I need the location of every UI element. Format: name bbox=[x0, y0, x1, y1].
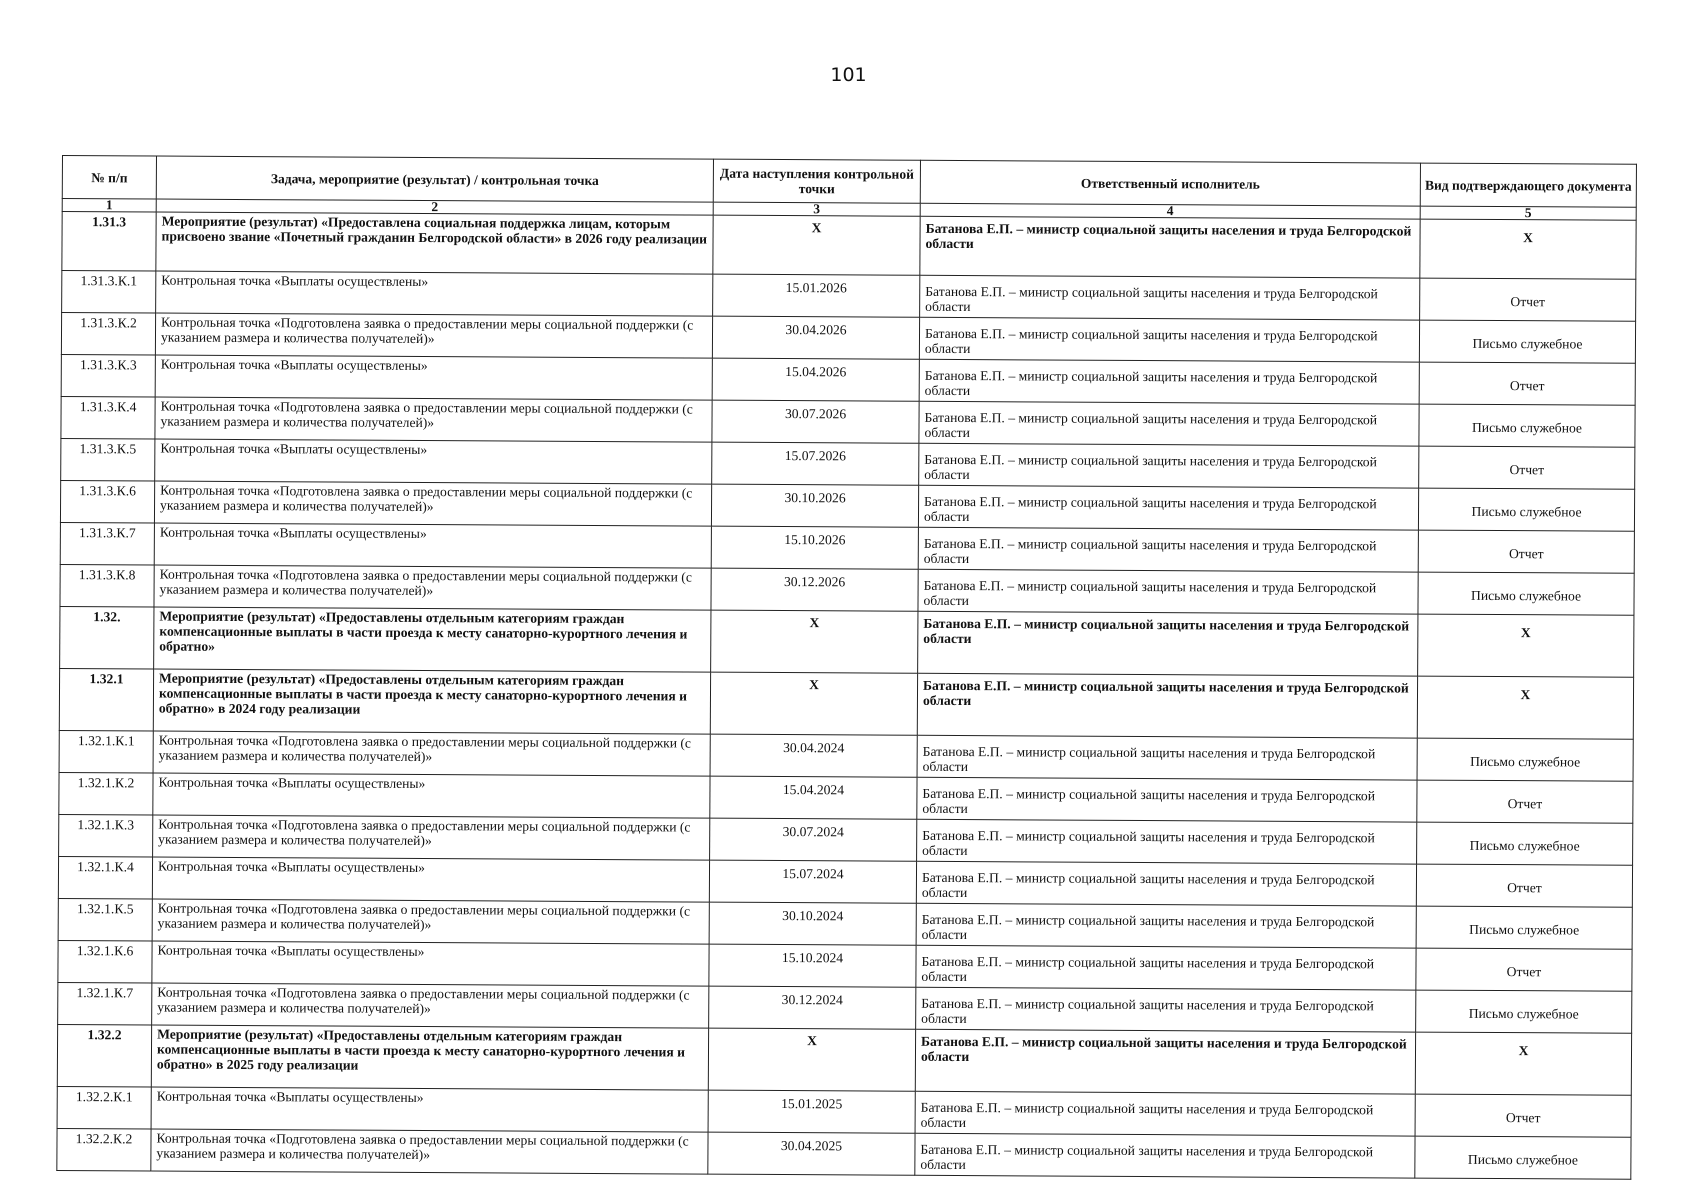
row-executor: Батанова Е.П. – министр социальной защиты населения и труда Белгородской области bbox=[915, 1133, 1415, 1178]
row-task: Мероприятие (результат) «Предоставлены отдельным категориям граждан компенсационные выплаты в части проезда к месту санаторно-курортного лечения и обратно» в 2024 году реализации bbox=[153, 669, 710, 734]
row-date: X bbox=[713, 215, 920, 275]
row-number: 1.31.3.К.4 bbox=[61, 396, 155, 439]
row-executor: Батанова Е.П. – министр социальной защиты населения и труда Белгородской области bbox=[918, 569, 1418, 614]
row-document: Отчет bbox=[1416, 864, 1632, 907]
row-executor: Батанова Е.П. – министр социальной защиты населения и труда Белгородской области bbox=[919, 317, 1419, 362]
row-date: X bbox=[711, 610, 918, 673]
row-task: Контрольная точка «Выплаты осуществлены» bbox=[154, 523, 711, 568]
row-document: Отчет bbox=[1416, 948, 1632, 991]
row-document: Письмо служебное bbox=[1418, 572, 1634, 615]
row-number: 1.32.1 bbox=[59, 668, 153, 731]
row-date: 15.10.2026 bbox=[711, 526, 918, 569]
row-document: Письмо служебное bbox=[1416, 906, 1632, 949]
column-number: 3 bbox=[713, 202, 920, 216]
row-date: 30.04.2026 bbox=[712, 316, 919, 359]
row-task: Контрольная точка «Подготовлена заявка о предоставлении меры социальной поддержки (с указанием размера и количества получателей)» bbox=[151, 1129, 708, 1174]
row-number: 1.32.1.К.5 bbox=[58, 898, 152, 941]
header-number: № п/п bbox=[62, 156, 156, 200]
row-task: Контрольная точка «Выплаты осуществлены» bbox=[156, 271, 713, 316]
row-executor: Батанова Е.П. – министр социальной защиты населения и труда Белгородской области bbox=[915, 1091, 1415, 1136]
header-date: Дата наступления контрольной точки bbox=[713, 159, 920, 203]
row-document: X bbox=[1420, 219, 1636, 279]
row-document: Письмо служебное bbox=[1419, 404, 1635, 447]
row-task: Контрольная точка «Подготовлена заявка о предоставлении меры социальной поддержки (с указанием размера и количества получателей)» bbox=[152, 899, 709, 944]
row-task: Контрольная точка «Выплаты осуществлены» bbox=[155, 439, 712, 484]
row-number: 1.32.1.К.3 bbox=[59, 814, 153, 857]
column-number: 5 bbox=[1420, 206, 1636, 220]
column-number: 1 bbox=[62, 199, 156, 213]
row-number: 1.32.1.К.4 bbox=[58, 856, 152, 899]
row-date: 30.04.2024 bbox=[710, 734, 917, 777]
row-document: Письмо служебное bbox=[1416, 990, 1632, 1033]
row-executor: Батанова Е.П. – министр социальной защиты населения и труда Белгородской области bbox=[916, 903, 1416, 948]
row-date: 30.10.2026 bbox=[711, 484, 918, 527]
row-executor: Батанова Е.П. – министр социальной защиты населения и труда Белгородской области bbox=[920, 275, 1420, 320]
row-document: Отчет bbox=[1415, 1094, 1631, 1137]
row-task: Контрольная точка «Выплаты осуществлены» bbox=[153, 773, 710, 818]
row-date: 15.10.2024 bbox=[709, 944, 916, 987]
row-executor: Батанова Е.П. – министр социальной защиты населения и труда Белгородской области bbox=[915, 1029, 1415, 1094]
row-task: Контрольная точка «Подготовлена заявка о предоставлении меры социальной поддержки (с указанием размера и количества получателей)» bbox=[155, 397, 712, 442]
row-document: Письмо служебное bbox=[1419, 320, 1635, 363]
row-number: 1.31.3.К.7 bbox=[60, 522, 154, 565]
row-document: Письмо служебное bbox=[1418, 488, 1634, 531]
row-document: Отчет bbox=[1420, 278, 1636, 321]
row-executor: Батанова Е.П. – министр социальной защиты населения и труда Белгородской области bbox=[918, 485, 1418, 530]
header-document: Вид подтверждающего документа bbox=[1420, 163, 1636, 207]
row-executor: Батанова Е.П. – министр социальной защиты населения и труда Белгородской области bbox=[918, 527, 1418, 572]
row-number: 1.32.2.К.2 bbox=[57, 1128, 151, 1171]
row-executor: Батанова Е.П. – министр социальной защиты населения и труда Белгородской области bbox=[917, 673, 1417, 738]
row-task: Мероприятие (результат) «Предоставлена социальная поддержка лицам, которым присвоено звание «Почетный гражданин Белгородской области» в 2026 году реализации bbox=[156, 212, 713, 274]
table-row bbox=[57, 1024, 1631, 1095]
row-document: X bbox=[1418, 614, 1634, 677]
header-executor: Ответственный исполнитель bbox=[920, 160, 1420, 206]
row-date: 30.10.2024 bbox=[709, 902, 916, 945]
row-number: 1.32.1.К.2 bbox=[59, 772, 153, 815]
row-document: X bbox=[1415, 1032, 1631, 1095]
row-date: 15.04.2024 bbox=[710, 776, 917, 819]
row-executor: Батанова Е.П. – министр социальной защиты населения и труда Белгородской области bbox=[919, 359, 1419, 404]
row-task: Мероприятие (результат) «Предоставлены отдельным категориям граждан компенсационные выплаты в части проезда к месту санаторно-курортного лечения и обратно» в 2025 году реализации bbox=[151, 1025, 708, 1090]
row-task: Контрольная точка «Подготовлена заявка о предоставлении меры социальной поддержки (с указанием размера и количества получателей)» bbox=[155, 313, 712, 358]
column-number: 2 bbox=[156, 199, 713, 215]
row-number: 1.32. bbox=[60, 606, 154, 669]
row-task: Контрольная точка «Выплаты осуществлены» bbox=[152, 941, 709, 986]
row-date: 30.07.2024 bbox=[710, 818, 917, 861]
row-task: Контрольная точка «Подготовлена заявка о предоставлении меры социальной поддержки (с указанием размера и количества получателей)» bbox=[154, 565, 711, 610]
row-number: 1.32.2.К.1 bbox=[57, 1086, 151, 1129]
row-date: 15.01.2026 bbox=[713, 274, 920, 317]
row-task: Контрольная точка «Подготовлена заявка о предоставлении меры социальной поддержки (с указанием размера и количества получателей)» bbox=[152, 983, 709, 1028]
row-executor: Батанова Е.П. – министр социальной защиты населения и труда Белгородской области bbox=[918, 611, 1418, 676]
row-task: Контрольная точка «Выплаты осуществлены» bbox=[155, 355, 712, 400]
row-date: 15.01.2025 bbox=[708, 1090, 915, 1133]
table-row bbox=[57, 1128, 1631, 1179]
row-task: Контрольная точка «Подготовлена заявка о предоставлении меры социальной поддержки (с указанием размера и количества получателей)» bbox=[153, 731, 710, 776]
row-document: Отчет bbox=[1419, 446, 1635, 489]
table-row bbox=[60, 606, 1634, 677]
row-executor: Батанова Е.П. – министр социальной защиты населения и труда Белгородской области bbox=[920, 216, 1420, 278]
table-row bbox=[62, 212, 1636, 280]
row-number: 1.32.2 bbox=[57, 1024, 151, 1087]
row-task: Контрольная точка «Выплаты осуществлены» bbox=[152, 857, 709, 902]
row-executor: Батанова Е.П. – министр социальной защиты населения и труда Белгородской области bbox=[919, 443, 1419, 488]
table-row bbox=[59, 668, 1633, 739]
row-number: 1.31.3.К.2 bbox=[61, 313, 155, 356]
row-task: Мероприятие (результат) «Предоставлены отдельным категориям граждан компенсационные выплаты в части проезда к месту санаторно-курортного лечения и обратно» bbox=[154, 607, 711, 672]
row-date: 15.07.2026 bbox=[712, 442, 919, 485]
row-document: Письмо служебное bbox=[1417, 738, 1633, 781]
row-date: X bbox=[708, 1028, 915, 1091]
row-number: 1.31.3.К.6 bbox=[60, 480, 154, 523]
control-points-table bbox=[56, 155, 1637, 1180]
row-executor: Батанова Е.П. – министр социальной защиты населения и труда Белгородской области bbox=[916, 861, 1416, 906]
row-executor: Батанова Е.П. – министр социальной защиты населения и труда Белгородской области bbox=[916, 945, 1416, 990]
row-date: 15.04.2026 bbox=[712, 358, 919, 401]
row-executor: Батанова Е.П. – министр социальной защиты населения и труда Белгородской области bbox=[917, 735, 1417, 780]
row-number: 1.32.1.К.7 bbox=[58, 982, 152, 1025]
row-number: 1.31.3.К.8 bbox=[60, 564, 154, 607]
row-document: Отчет bbox=[1419, 362, 1635, 405]
row-executor: Батанова Е.П. – министр социальной защиты населения и труда Белгородской области bbox=[917, 819, 1417, 864]
row-task: Контрольная точка «Подготовлена заявка о предоставлении меры социальной поддержки (с указанием размера и количества получателей)» bbox=[154, 481, 711, 526]
row-date: 30.04.2025 bbox=[708, 1132, 915, 1175]
row-number: 1.31.3.К.5 bbox=[61, 438, 155, 481]
row-number: 1.32.1.К.1 bbox=[59, 730, 153, 773]
row-date: 30.07.2026 bbox=[712, 400, 919, 443]
row-task: Контрольная точка «Выплаты осуществлены» bbox=[151, 1087, 708, 1132]
row-task: Контрольная точка «Подготовлена заявка о предоставлении меры социальной поддержки (с указанием размера и количества получателей)» bbox=[153, 815, 710, 860]
header-task: Задача, мероприятие (результат) / контрольная точка bbox=[156, 156, 713, 202]
row-executor: Батанова Е.П. – министр социальной защиты населения и труда Белгородской области bbox=[916, 987, 1416, 1032]
row-number: 1.31.3.К.1 bbox=[62, 271, 156, 314]
row-number: 1.31.3.К.3 bbox=[61, 354, 155, 397]
row-document: X bbox=[1417, 676, 1633, 739]
row-number: 1.31.3 bbox=[62, 212, 156, 272]
row-date: 15.07.2024 bbox=[709, 860, 916, 903]
row-document: Отчет bbox=[1417, 780, 1633, 823]
column-number: 4 bbox=[920, 203, 1420, 219]
row-date: X bbox=[710, 672, 917, 735]
row-executor: Батанова Е.П. – министр социальной защиты населения и труда Белгородской области bbox=[917, 777, 1417, 822]
row-document: Письмо служебное bbox=[1417, 822, 1633, 865]
row-date: 30.12.2026 bbox=[711, 568, 918, 611]
page-number: 101 bbox=[830, 64, 867, 86]
row-date: 30.12.2024 bbox=[709, 986, 916, 1029]
row-document: Письмо служебное bbox=[1415, 1136, 1631, 1179]
row-document: Отчет bbox=[1418, 530, 1634, 573]
row-executor: Батанова Е.П. – министр социальной защиты населения и труда Белгородской области bbox=[919, 401, 1419, 446]
row-number: 1.32.1.К.6 bbox=[58, 940, 152, 983]
